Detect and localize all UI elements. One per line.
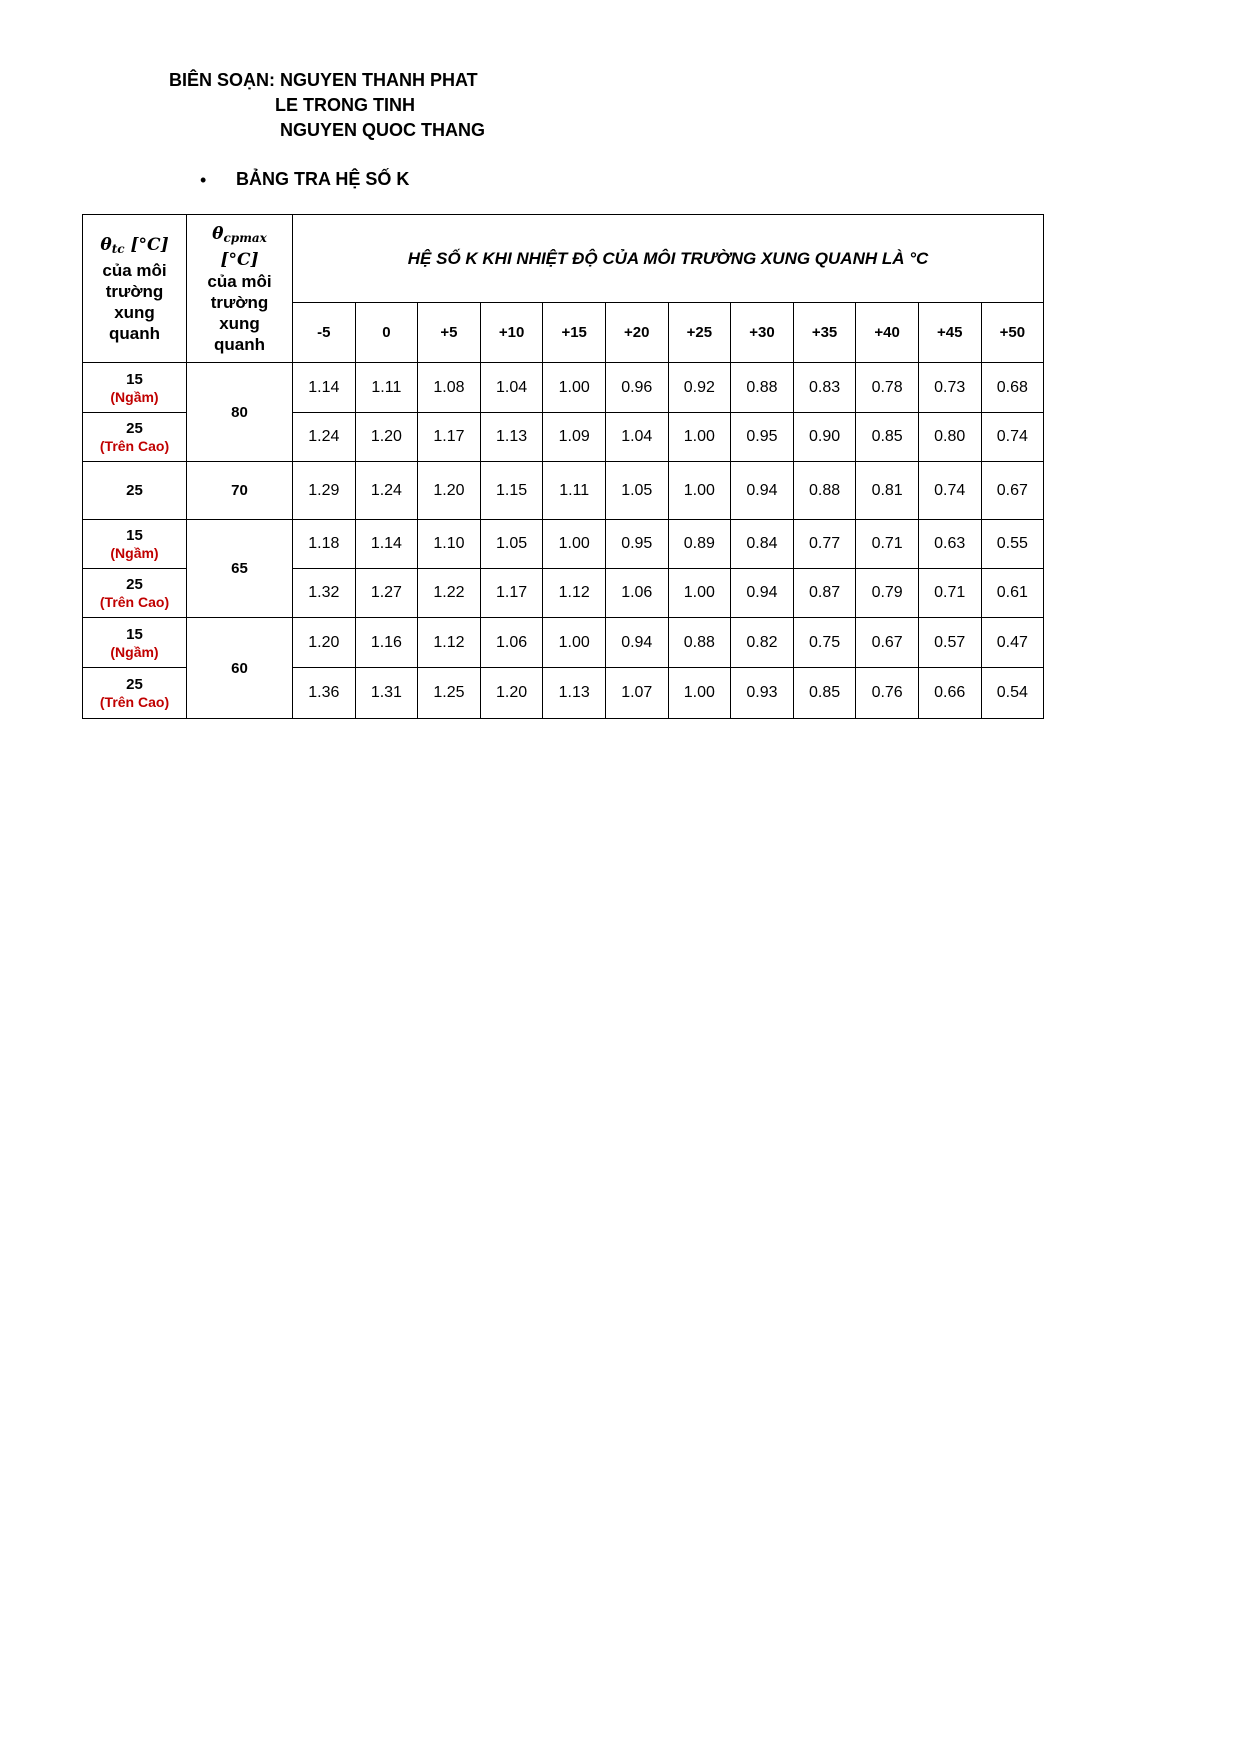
k-value-cell: 1.20 [480, 668, 543, 719]
k-value-cell: 1.08 [418, 363, 481, 413]
temp-header: +5 [418, 303, 481, 363]
k-value-cell: 1.00 [543, 520, 606, 569]
temp-header: -5 [293, 303, 356, 363]
k-value-cell: 1.24 [293, 413, 356, 462]
temp-header: +30 [731, 303, 794, 363]
author-line-3: NGUYEN QUOC THANG [280, 120, 486, 140]
bullet-icon: • [200, 170, 207, 190]
cpmax-cell: 65 [187, 520, 293, 618]
k-value-cell: 1.20 [293, 618, 356, 668]
k-value-cell: 1.24 [355, 462, 418, 520]
k-value-cell: 0.68 [981, 363, 1044, 413]
k-value-cell: 1.06 [605, 569, 668, 618]
k-value-cell: 1.12 [543, 569, 606, 618]
tc-cell [83, 668, 187, 719]
k-value-cell: 0.89 [668, 520, 731, 569]
k-value-cell: 1.13 [543, 668, 606, 719]
k-value-cell: 1.20 [418, 462, 481, 520]
k-value-cell: 0.61 [981, 569, 1044, 618]
k-value-cell: 0.94 [731, 569, 794, 618]
k-value-cell: 1.00 [668, 413, 731, 462]
install-note: (Ngầm) [110, 388, 159, 405]
k-value-cell: 0.66 [918, 668, 981, 719]
tc-header: $\theta_{tc}$ [°C] của môi trường xung quanh [83, 215, 187, 363]
k-value-cell: 1.04 [480, 363, 543, 413]
k-value-cell: 0.55 [981, 520, 1044, 569]
k-value-cell: 0.81 [856, 462, 919, 520]
tc-cell [83, 618, 187, 668]
k-value-cell: 1.17 [418, 413, 481, 462]
tc-value: 25 [126, 576, 143, 593]
k-value-cell: 0.54 [981, 668, 1044, 719]
k-value-cell: 0.78 [856, 363, 919, 413]
install-note: (Trên Cao) [99, 594, 170, 610]
k-value-cell: 1.20 [355, 413, 418, 462]
k-value-cell: 0.47 [981, 618, 1044, 668]
k-value-cell: 0.76 [856, 668, 919, 719]
tc-value: 15 [126, 625, 143, 643]
tc-value: 25 [126, 481, 143, 499]
temp-header: +20 [605, 303, 668, 363]
temp-header: 0 [355, 303, 418, 363]
k-value-cell: 1.13 [480, 413, 543, 462]
tc-cell [83, 413, 187, 462]
k-value-cell: 0.94 [731, 462, 794, 520]
k-value-cell: 1.17 [480, 569, 543, 618]
k-value-cell: 0.94 [605, 618, 668, 668]
k-value-cell: 0.63 [918, 520, 981, 569]
k-value-cell: 1.09 [543, 413, 606, 462]
k-value-cell: 1.14 [355, 520, 418, 569]
k-value-cell: 1.11 [355, 363, 418, 413]
k-value-cell: 0.71 [856, 520, 919, 569]
table-row [83, 520, 1044, 569]
tc-cell [83, 363, 187, 413]
cpmax-cell: 80 [187, 363, 293, 462]
k-value-cell: 1.05 [605, 462, 668, 520]
k-value-cell: 0.57 [918, 618, 981, 668]
install-note: (Trên Cao) [99, 438, 170, 454]
k-value-cell: 0.74 [981, 413, 1044, 462]
main-header: HỆ SỐ K KHI NHIỆT ĐỘ CỦA MÔI TRƯỜNG XUNG QUANH LÀ °C [293, 215, 1044, 303]
install-note: (Ngầm) [110, 545, 159, 561]
tc-cell [83, 569, 187, 618]
k-value-cell: 1.32 [293, 569, 356, 618]
temp-header: +50 [981, 303, 1044, 363]
k-value-cell: 0.83 [793, 363, 856, 413]
k-value-cell: 1.18 [293, 520, 356, 569]
cpmax-header: $\theta_{cpmax}$ [°C] của môi trường xung quanh [187, 215, 293, 363]
install-note: (Ngầm) [110, 643, 159, 660]
k-value-cell: 1.36 [293, 668, 356, 719]
k-value-cell: 1.10 [418, 520, 481, 569]
k-value-cell: 0.95 [731, 413, 794, 462]
k-value-cell: 0.79 [856, 569, 919, 618]
k-value-cell: 1.31 [355, 668, 418, 719]
temp-header: +40 [856, 303, 919, 363]
k-value-cell: 1.12 [418, 618, 481, 668]
k-value-cell: 0.84 [731, 520, 794, 569]
k-value-cell: 1.15 [480, 462, 543, 520]
author-line-1: BIÊN SOẠN: NGUYEN THANH PHAT [169, 70, 478, 90]
k-value-cell: 0.85 [793, 668, 856, 719]
k-value-cell: 0.67 [981, 462, 1044, 520]
table-row [83, 363, 1044, 413]
table-row [83, 462, 1044, 520]
section-title: BẢNG TRA HỆ SỐ K [236, 169, 410, 189]
k-value-cell: 0.92 [668, 363, 731, 413]
tc-value: 25 [126, 676, 143, 693]
k-value-cell: 1.11 [543, 462, 606, 520]
k-value-cell: 0.95 [605, 520, 668, 569]
k-value-cell: 0.71 [918, 569, 981, 618]
k-value-cell: 0.88 [793, 462, 856, 520]
k-value-cell: 0.88 [668, 618, 731, 668]
k-value-cell: 1.00 [668, 668, 731, 719]
k-value-cell: 1.07 [605, 668, 668, 719]
k-coefficient-table [82, 214, 1044, 719]
install-note: (Trên Cao) [99, 694, 170, 710]
k-value-cell: 1.00 [668, 569, 731, 618]
k-value-cell: 1.25 [418, 668, 481, 719]
cpmax-cell: 60 [187, 618, 293, 719]
author-line-2: LE TRONG TINH [275, 95, 415, 115]
k-value-cell: 1.22 [418, 569, 481, 618]
k-value-cell: 0.96 [605, 363, 668, 413]
k-value-cell: 1.00 [543, 618, 606, 668]
temp-header: +25 [668, 303, 731, 363]
k-value-cell: 1.06 [480, 618, 543, 668]
k-value-cell: 0.85 [856, 413, 919, 462]
k-value-cell: 0.90 [793, 413, 856, 462]
k-value-cell: 1.05 [480, 520, 543, 569]
k-value-cell: 0.80 [918, 413, 981, 462]
k-value-cell: 1.29 [293, 462, 356, 520]
tc-value: 25 [126, 420, 143, 437]
tc-cell [83, 462, 187, 520]
k-value-cell: 0.75 [793, 618, 856, 668]
k-value-cell: 0.82 [731, 618, 794, 668]
k-value-cell: 1.00 [668, 462, 731, 520]
k-value-cell: 0.73 [918, 363, 981, 413]
table-row [83, 618, 1044, 668]
tc-cell [83, 520, 187, 569]
k-value-cell: 1.14 [293, 363, 356, 413]
k-value-cell: 0.77 [793, 520, 856, 569]
temp-header: +15 [543, 303, 606, 363]
k-value-cell: 1.00 [543, 363, 606, 413]
k-value-cell: 0.93 [731, 668, 794, 719]
temp-header: +10 [480, 303, 543, 363]
k-value-cell: 1.16 [355, 618, 418, 668]
temp-header: +45 [918, 303, 981, 363]
cpmax-cell: 70 [187, 462, 293, 520]
k-value-cell: 0.88 [731, 363, 794, 413]
k-value-cell: 0.67 [856, 618, 919, 668]
k-value-cell: 0.74 [918, 462, 981, 520]
temp-header: +35 [793, 303, 856, 363]
tc-value: 15 [126, 527, 143, 544]
k-value-cell: 1.04 [605, 413, 668, 462]
k-value-cell: 0.87 [793, 569, 856, 618]
k-value-cell: 1.27 [355, 569, 418, 618]
tc-value: 15 [126, 370, 143, 388]
